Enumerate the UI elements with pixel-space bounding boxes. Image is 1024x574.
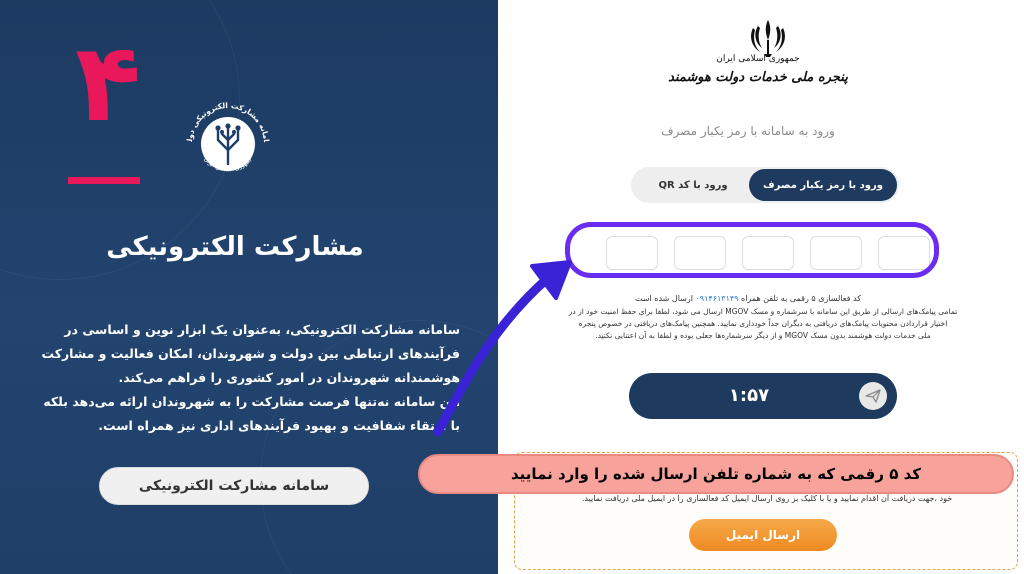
description-line: با ارتقاء شفافیت و بهبود فرآیندهای اداری نیز همراه است.: [98, 418, 460, 433]
send-icon[interactable]: [859, 382, 887, 410]
step-underline: [68, 177, 140, 184]
login-method-tabs: [631, 167, 899, 203]
description-line: این سامانه نه‌تنها فرصت مشارکت را به شهروندان ارائه می‌دهد بلکه: [43, 394, 460, 409]
logo-caption-bottom: جمهوری اسلامی ایران: [202, 155, 254, 174]
notice-line: تمامی پیامک‌های ارسالی از طریق این سامانه با سرشماره و مسک MGOV ارسال می شود، لطفا برای حفظ امنیت خود از در: [568, 307, 958, 316]
login-heading: ورود به سامانه با رمز یکبار مصرف: [661, 124, 835, 138]
logo-caption: امانه مشارکت الکترونیکی دول: [185, 100, 271, 143]
instruction-callout: کد ۵ رقمی که به شماره تلفن ارسال شده را وارد نمایید: [418, 454, 1014, 494]
participation-system-button[interactable]: سامانه مشارکت الکترونیکی: [99, 467, 369, 505]
step-number: ۴: [75, 21, 141, 146]
emblem-subtitle: جمهوری اسلامی ایران: [716, 54, 800, 64]
description-line: سامانه مشارکت الکترونیکی، به‌عنوان یک ابزار نوین و اساسی در: [64, 322, 460, 337]
send-email-button[interactable]: ارسال ایمیل: [689, 519, 837, 551]
timer-value: ۱:۵۷: [728, 385, 770, 406]
otp-sent-prefix: کد فعالسازی ۵ رقمی به تلفن همراه: [741, 294, 862, 303]
countdown-timer: [629, 373, 897, 419]
left-description: [40, 318, 460, 438]
otp-phone-number: ۰۹۱۴۶۱۳۱۴۹: [695, 294, 739, 303]
description-line: فرآیندهای ارتباطی بین دولت و شهروندان، امکان فعالیت و مشارکت: [41, 346, 460, 361]
tab-qr-login[interactable]: ورود با کد QR: [658, 179, 728, 191]
email-instruction: خود ،جهت دریافت آن اقدام نمایید و یا با کلیک بر روی ارسال ایمیل کد فعالسازی را در ایمیل ملی دریافت نمایید.: [581, 494, 953, 503]
description-line: هوشمندانه شهروندان در امور کشوری را فراهم می‌کند.: [118, 370, 460, 385]
left-title: مشارکت الکترونیکی: [106, 232, 364, 262]
tab-otp-login[interactable]: ورود با رمز یکبار مصرف: [749, 169, 897, 201]
otp-sent-message: [558, 294, 938, 303]
otp-highlight-frame: [565, 222, 939, 278]
sms-security-notice: [508, 306, 1018, 342]
participation-logo-icon: [178, 94, 278, 194]
notice-line: ملی خدمات دولت هوشمند بدون مسک MGOV و از دیگر سرشماره‌ها جعلی بوده و لطفا به آن اعتنایی نکنید.: [595, 331, 931, 340]
otp-sent-suffix: ارسال شده است: [634, 294, 693, 303]
portal-name: پنجره ملی خدمات دولت هوشمند: [668, 70, 848, 85]
notice-line: اختیار قراردادن محتویات پیامک‌های دریافتی به دیگران جداً خودداری نمایید. همچنین پیامک‌های دریافتی در خصوص پنجره: [578, 319, 948, 328]
